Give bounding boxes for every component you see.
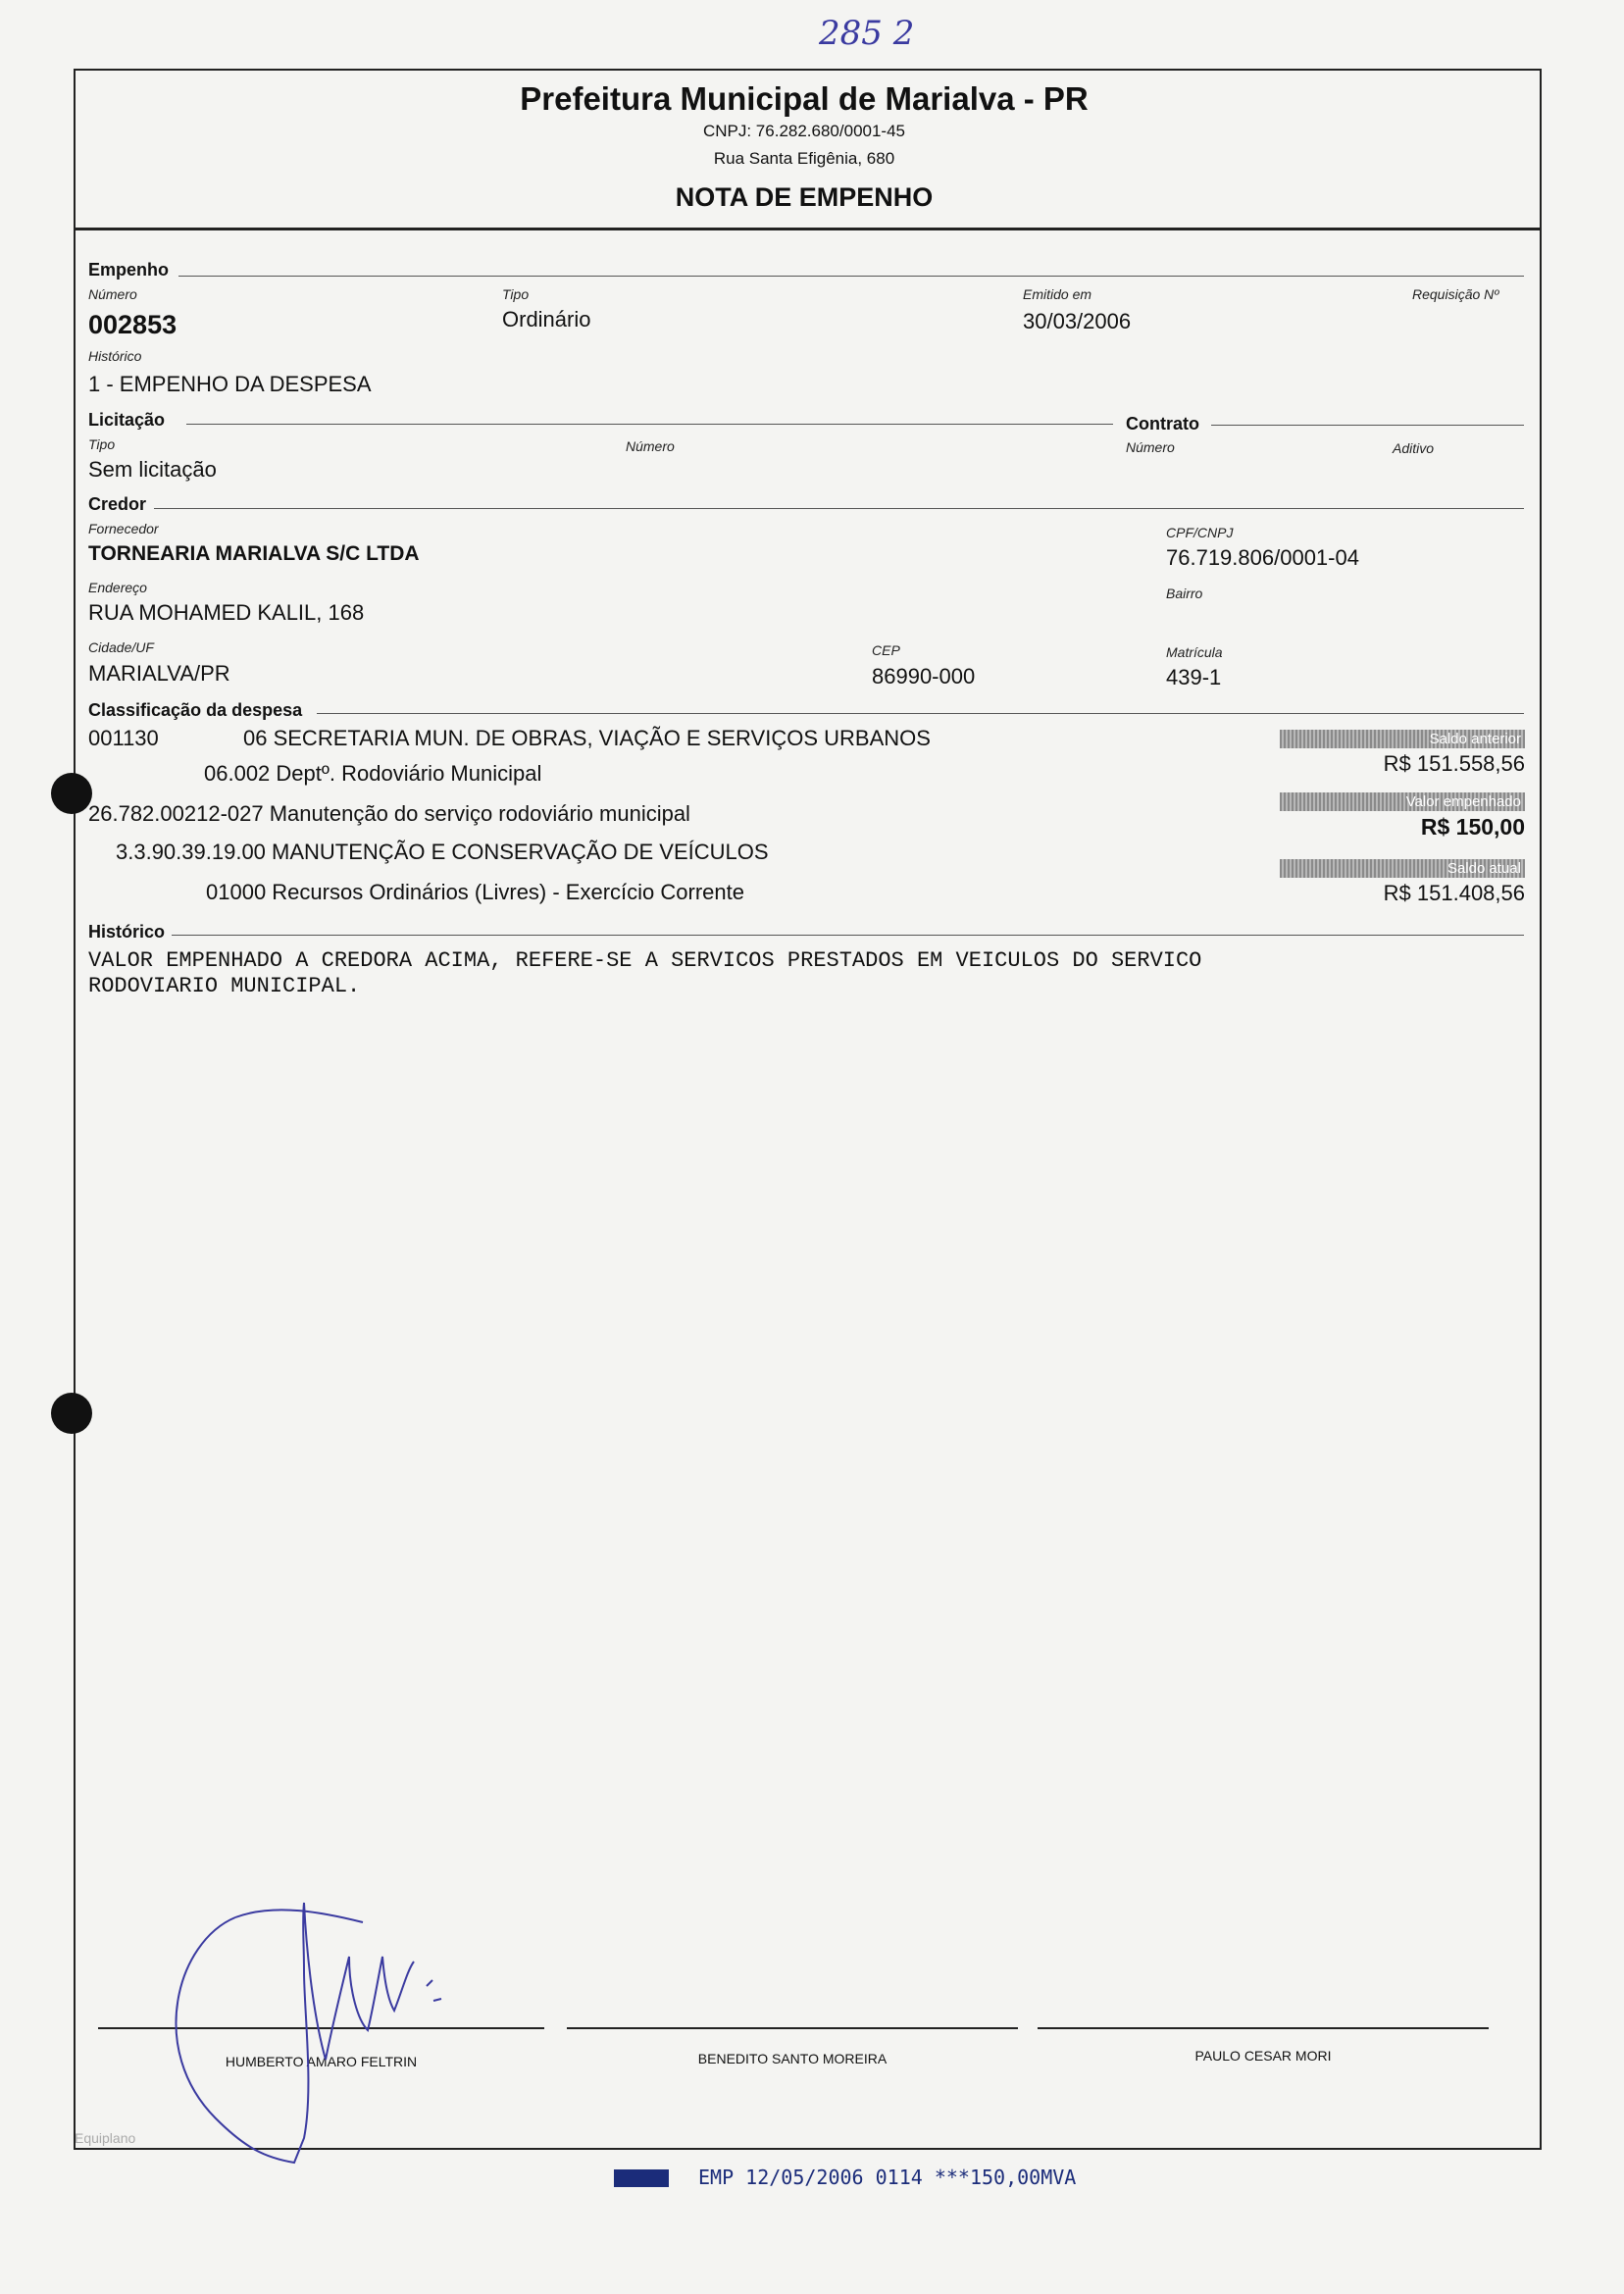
funcional-line: 26.782.00212-027 Manutenção do serviço rodoviário municipal <box>88 801 690 826</box>
cpf-cnpj-label: CPF/CNPJ <box>1166 525 1234 540</box>
handwritten-page-number: 285 2 <box>819 14 915 53</box>
handwritten-signature <box>157 1863 471 2167</box>
cnpj-line: CNPJ: 76.282.680/0001-45 <box>702 122 906 140</box>
section-rule <box>317 713 1524 714</box>
orgao-line: 06 SECRETARIA MUN. DE OBRAS, VIAÇÃO E SERVIÇOS URBANOS <box>243 726 931 750</box>
cidade-value: MARIALVA/PR <box>88 661 230 686</box>
emitido-value: 30/03/2006 <box>1023 309 1132 333</box>
cep-label: CEP <box>872 642 900 658</box>
licitacao-tipo-value: Sem licitação <box>88 457 217 482</box>
contrato-aditivo-label: Aditivo <box>1393 440 1435 456</box>
endereco-value: RUA MOHAMED KALIL, 168 <box>88 600 365 625</box>
fornecedor-label: Fornecedor <box>88 521 159 536</box>
bairro-label: Bairro <box>1166 586 1203 601</box>
elemento-line: 3.3.90.39.19.00 MANUTENÇÃO E CONSERVAÇÃO DE VEÍCULOS <box>116 840 769 864</box>
municipality-title: Prefeitura Municipal de Marialva - PR <box>520 80 1089 117</box>
section-historico: Histórico <box>88 922 166 942</box>
historico-label: Histórico <box>88 348 142 364</box>
tipo-value: Ordinário <box>502 307 591 331</box>
footer-brand: Equiplano <box>75 2130 136 2146</box>
signatory-name: PAULO CESAR MORI <box>1194 2048 1332 2064</box>
section-classificacao: Classificação da despesa <box>88 700 303 720</box>
section-rule <box>1211 425 1524 426</box>
licitacao-tipo-label: Tipo <box>88 436 116 452</box>
numero-label: Número <box>88 286 137 302</box>
saldo-anterior-value: R$ 151.558,56 <box>1383 751 1525 776</box>
historico-value: 1 - EMPENHO DA DESPESA <box>88 372 372 396</box>
endereco-label: Endereço <box>88 580 147 595</box>
recurso-line: 01000 Recursos Ordinários (Livres) - Exercício Corrente <box>206 880 744 904</box>
punch-hole <box>51 1393 92 1434</box>
signature-line <box>567 2027 1018 2029</box>
section-rule <box>172 935 1524 936</box>
document-title: NOTA DE EMPENHO <box>675 182 934 212</box>
matricula-label: Matrícula <box>1166 644 1223 660</box>
section-empenho: Empenho <box>88 260 170 280</box>
emitido-label: Emitido em <box>1023 286 1092 302</box>
section-licitacao: Licitação <box>88 410 166 430</box>
valor-empenhado-value: R$ 150,00 <box>1420 814 1525 840</box>
punch-hole <box>51 773 92 814</box>
unidade-line: 06.002 Deptº. Rodoviário Municipal <box>204 761 542 786</box>
signatory-name: HUMBERTO AMARO FELTRIN <box>225 2054 418 2069</box>
cpf-cnpj-value: 76.719.806/0001-04 <box>1166 545 1359 570</box>
section-rule <box>186 424 1113 425</box>
section-credor: Credor <box>88 494 147 514</box>
historico-text-line-2: RODOVIARIO MUNICIPAL. <box>88 974 361 998</box>
section-rule <box>154 508 1524 509</box>
fornecedor-value: TORNEARIA MARIALVA S/C LTDA <box>88 542 420 565</box>
valor-empenhado-label: Valor empenhado <box>1280 792 1525 811</box>
signatory-name: BENEDITO SANTO MOREIRA <box>697 2051 888 2066</box>
historico-text-line-1: VALOR EMPENHADO A CREDORA ACIMA, REFERE-SE A SERVICOS PRESTADOS EM VEICULOS DO SERVICO <box>88 948 1202 973</box>
licitacao-numero-label: Número <box>626 438 675 454</box>
matricula-value: 439-1 <box>1166 665 1222 689</box>
section-contrato: Contrato <box>1126 414 1199 433</box>
tipo-label: Tipo <box>502 286 530 302</box>
unidade-code: 001130 <box>88 726 159 750</box>
address-line: Rua Santa Efigênia, 680 <box>713 149 895 168</box>
header-divider <box>74 228 1540 230</box>
saldo-atual-value: R$ 151.408,56 <box>1383 881 1525 905</box>
saldo-anterior-label: Saldo anterior <box>1280 730 1525 748</box>
requisicao-label: Requisição Nº <box>1412 286 1499 302</box>
section-rule <box>178 276 1524 277</box>
contrato-numero-label: Número <box>1126 439 1175 455</box>
payment-stamp: EMP 12/05/2006 0114 ***150,00MVA <box>698 2166 1077 2189</box>
signature-line <box>1038 2027 1489 2029</box>
empenho-number: 002853 <box>88 310 178 339</box>
cidade-label: Cidade/UF <box>88 639 154 655</box>
cep-value: 86990-000 <box>872 664 976 688</box>
stamp-logo <box>614 2169 669 2187</box>
saldo-atual-label: Saldo atual <box>1280 859 1525 878</box>
